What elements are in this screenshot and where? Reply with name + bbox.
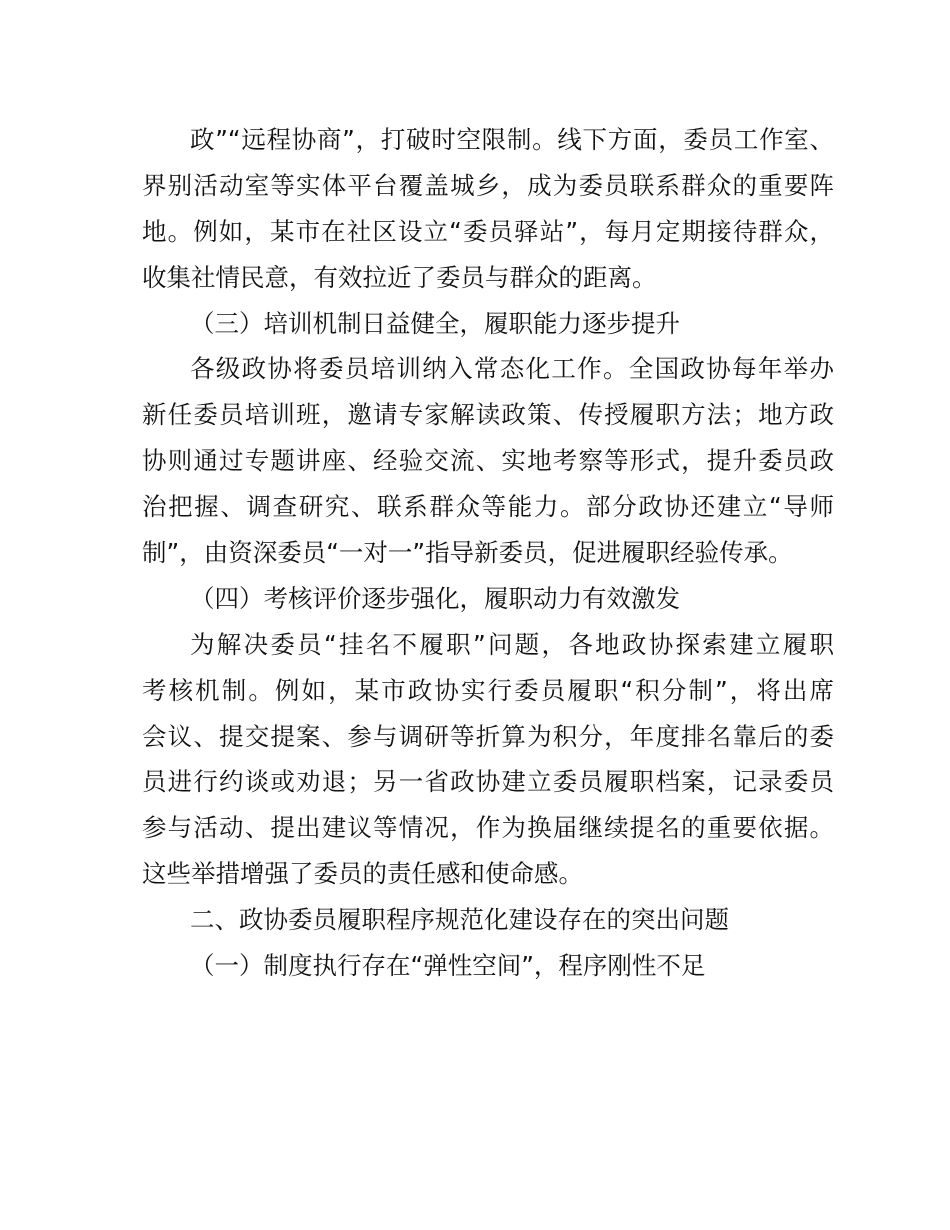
text-line: 地。例如，某市在社区设立“委员驿站”，每月定期接待群众， [142,216,834,246]
text-line: 会议、提交提案、参与调研等折算为积分，年度排名靠后的委 [142,721,834,751]
text-line: 治把握、调查研究、联系群众等能力。部分政协还建立“导师 [142,492,834,522]
text-line: 二、政协委员履职程序规范化建设存在的突出问题 [190,905,729,935]
text-line: （三）培训机制日益健全，履职能力逐步提升 [190,308,680,338]
text-line: 政”“远程协商”，打破时空限制。线下方面，委员工作室、 [190,125,834,154]
text-line: 协则通过专题讲座、经验交流、实地考察等形式，提升委员政 [142,446,834,476]
text-line: 员进行约谈或劝退；另一省政协建立委员履职档案，记录委员 [142,767,834,797]
text-line: 这些举措增强了委员的责任感和使命感。 [142,859,583,889]
text-line: （一）制度执行存在“弹性空间”，程序刚性不足 [190,951,706,981]
text-line: 收集社情民意，有效拉近了委员与群众的距离。 [142,262,657,292]
document-page [142,117,834,989]
text-line: （四）考核评价逐步强化，履职动力有效激发 [190,583,680,613]
text-line: 为解决委员“挂名不履职”问题，各地政协探索建立履职 [190,629,834,659]
text-line: 界别活动室等实体平台覆盖城乡，成为委员联系群众的重要阵 [142,170,834,200]
text-line: 制”，由资深委员“一对一”指导新委员，促进履职经验传承。 [142,538,793,568]
text-line: 新任委员培训班，邀请专家解读政策、传授履职方法；地方政 [142,400,834,430]
text-line: 参与活动、提出建议等情况，作为换届继续提名的重要依据。 [142,813,834,843]
text-line: 考核机制。例如，某市政协实行委员履职“积分制”，将出席 [142,675,834,705]
text-line: 各级政协将委员培训纳入常态化工作。全国政协每年举办 [190,354,834,384]
